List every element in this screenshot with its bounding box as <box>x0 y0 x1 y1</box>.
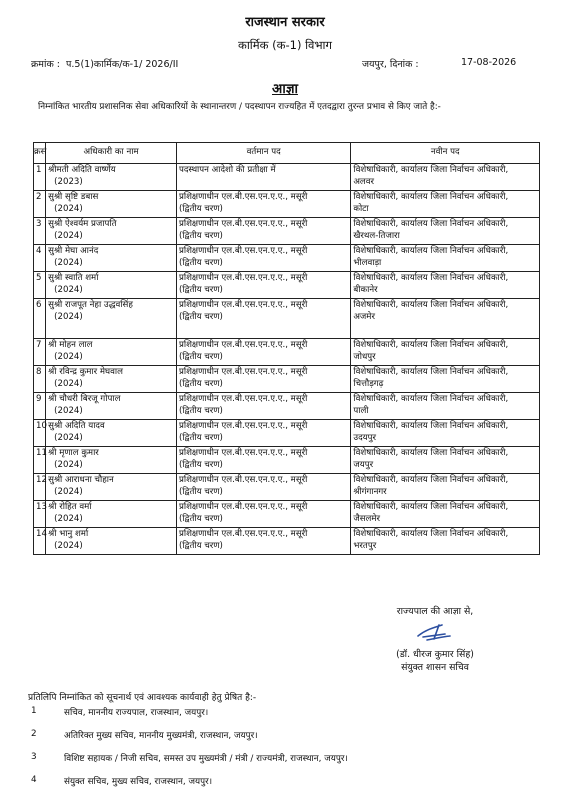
serial-number: 12 <box>36 475 47 485</box>
new-post: विशेषाधिकारी, कार्यालय जिला निर्वाचन अधिकारी, <box>353 165 509 175</box>
officer-batch-year: (2024) <box>54 513 83 524</box>
new-post-cell <box>351 245 540 272</box>
serial-number: 14 <box>36 529 47 539</box>
current-post-phase: (द्वितीय चरण) <box>178 432 223 443</box>
current-post: प्रशिक्षणाधीन एल.बी.एस.एन.ए.ए., मसूरी <box>178 394 308 404</box>
table-row <box>34 164 540 191</box>
serial-cell <box>34 339 46 366</box>
current-post-phase: (द्वितीय चरण) <box>178 405 223 416</box>
table-row <box>34 366 540 393</box>
serial-number: 11 <box>36 448 47 458</box>
serial-cell <box>34 191 46 218</box>
current-post: प्रशिक्षणाधीन एल.बी.एस.एन.ए.ए., मसूरी <box>178 448 308 458</box>
current-post-phase: (द्वितीय चरण) <box>178 284 223 295</box>
new-post-cell <box>351 272 540 299</box>
serial-cell <box>34 474 46 501</box>
new-post: विशेषाधिकारी, कार्यालय जिला निर्वाचन अधिकारी, <box>353 300 509 310</box>
new-post-district: भरतपुर <box>353 540 377 551</box>
officer-name: श्री मोहन लाल <box>48 340 93 350</box>
current-post: प्रशिक्षणाधीन एल.बी.एस.एन.ए.ए., मसूरी <box>178 219 308 229</box>
current-post: प्रशिक्षणाधीन एल.बी.एस.एन.ए.ए., मसूरी <box>178 340 308 350</box>
new-post-district: खैरथल-तिजारा <box>353 230 400 241</box>
new-post-district: अलवर <box>353 176 375 187</box>
current-post-cell <box>176 528 350 555</box>
new-post: विशेषाधिकारी, कार्यालय जिला निर्वाचन अधिकारी, <box>353 529 509 539</box>
table-row <box>34 339 540 366</box>
officer-name: श्री रोहित वर्मा <box>48 502 92 512</box>
new-post-cell <box>351 164 540 191</box>
serial-number: 8 <box>36 367 42 377</box>
current-post-cell <box>176 191 350 218</box>
current-post: प्रशिक्षणाधीन एल.बी.एस.एन.ए.ए., मसूरी <box>178 273 308 283</box>
officer-name: सुश्री स्वाति शर्मा <box>48 273 99 283</box>
serial-number: 13 <box>36 502 47 512</box>
new-post: विशेषाधिकारी, कार्यालय जिला निर्वाचन अधिकारी, <box>353 219 509 229</box>
order-by-line: राज्यपाल की आज्ञा से, <box>396 606 474 617</box>
serial-number: 7 <box>36 340 42 350</box>
copy-to-number: 2 <box>31 729 37 739</box>
order-intro: निम्नांकित भारतीय प्रशासनिक सेवा अधिकारियों के स्थानान्तरण / पदस्थापन राज्यहित में एतदद्वारा तुरन्त प्रभाव से किए जाते है:- <box>38 102 441 112</box>
current-post-phase: (द्वितीय चरण) <box>178 351 223 362</box>
current-post-cell <box>176 420 350 447</box>
officer-name: श्री भानु शर्मा <box>48 529 89 539</box>
new-post-cell <box>351 420 540 447</box>
table-row <box>34 191 540 218</box>
serial-cell <box>34 420 46 447</box>
officer-name: श्री मृणाल कुमार <box>48 448 99 458</box>
new-post-cell <box>351 447 540 474</box>
current-post: प्रशिक्षणाधीन एल.बी.एस.एन.ए.ए., मसूरी <box>178 529 308 539</box>
new-post-district: श्रीगंगानगर <box>353 486 387 497</box>
header-current-post: वर्तमान पद <box>176 143 350 164</box>
officer-batch-year: (2024) <box>54 540 83 551</box>
new-post: विशेषाधिकारी, कार्यालय जिला निर्वाचन अधिकारी, <box>353 340 509 350</box>
new-post-cell <box>351 393 540 420</box>
new-post-district: अजमेर <box>353 311 375 322</box>
header-new-post: नवीन पद <box>351 143 540 164</box>
reference-value: प.5(1)कार्मिक/क-1/ 2026/II <box>66 59 179 70</box>
new-post: विशेषाधिकारी, कार्यालय जिला निर्वाचन अधिकारी, <box>353 273 509 283</box>
current-post-phase: (द्वितीय चरण) <box>178 459 223 470</box>
new-post-district: कोटा <box>353 203 369 214</box>
officer-cell <box>46 393 177 420</box>
table-row <box>34 272 540 299</box>
officer-name: श्रीमती अदिति वार्ष्णेय <box>48 165 116 175</box>
officer-cell <box>46 245 177 272</box>
current-post-phase: (द्वितीय चरण) <box>178 311 223 322</box>
officer-batch-year: (2024) <box>54 351 83 362</box>
copy-to-number: 3 <box>31 752 37 762</box>
officer-batch-year: (2024) <box>54 284 83 295</box>
officer-batch-year: (2024) <box>54 230 83 241</box>
new-post: विशेषाधिकारी, कार्यालय जिला निर्वाचन अधिकारी, <box>353 448 509 458</box>
new-post-district: जैसलमेर <box>353 513 381 524</box>
officer-cell <box>46 272 177 299</box>
officer-name: सुश्री अदिति यादव <box>48 421 105 431</box>
officer-name: श्री चौधरी बिरजू गोपाल <box>48 394 121 404</box>
new-post: विशेषाधिकारी, कार्यालय जिला निर्वाचन अधिकारी, <box>353 367 509 377</box>
signatory-name: (डॉ. धीरज कुमार सिंह) <box>396 649 474 660</box>
reference-label: क्रमांक : <box>31 59 60 70</box>
officer-batch-year: (2024) <box>54 405 83 416</box>
table-row <box>34 447 540 474</box>
officer-cell <box>46 299 177 339</box>
copy-to-number: 1 <box>31 706 37 716</box>
officer-cell <box>46 447 177 474</box>
new-post-district: जोधपुर <box>353 351 376 362</box>
government-heading: राजस्थान सरकार <box>245 15 325 30</box>
current-post: प्रशिक्षणाधीन एल.बी.एस.एन.ए.ए., मसूरी <box>178 246 308 256</box>
serial-cell <box>34 218 46 245</box>
new-post-district: चित्तौड़गढ़ <box>353 378 384 389</box>
serial-number: 1 <box>36 165 42 175</box>
new-post-cell <box>351 218 540 245</box>
officer-cell <box>46 366 177 393</box>
new-post-cell <box>351 339 540 366</box>
new-post: विशेषाधिकारी, कार्यालय जिला निर्वाचन अधिकारी, <box>353 246 509 256</box>
table-row <box>34 474 540 501</box>
officer-batch-year: (2023) <box>54 176 83 187</box>
current-post: पदस्थापन आदेशो की प्रतीक्षा में <box>178 165 276 175</box>
signature-mark <box>415 621 455 643</box>
current-post-cell <box>176 393 350 420</box>
officer-cell <box>46 164 177 191</box>
new-post-cell <box>351 191 540 218</box>
new-post-district: उदयपुर <box>353 432 377 443</box>
officer-cell <box>46 218 177 245</box>
table-row <box>34 218 540 245</box>
officer-batch-year: (2024) <box>54 432 83 443</box>
current-post-cell <box>176 272 350 299</box>
current-post-phase: (द्वितीय चरण) <box>178 230 223 241</box>
current-post-cell <box>176 339 350 366</box>
serial-number: 2 <box>36 192 42 202</box>
new-post: विशेषाधिकारी, कार्यालय जिला निर्वाचन अधिकारी, <box>353 192 509 202</box>
serial-cell <box>34 501 46 528</box>
current-post: प्रशिक्षणाधीन एल.बी.एस.एन.ए.ए., मसूरी <box>178 421 308 431</box>
new-post: विशेषाधिकारी, कार्यालय जिला निर्वाचन अधिकारी, <box>353 421 509 431</box>
current-post-phase: (द्वितीय चरण) <box>178 513 223 524</box>
department-heading: कार्मिक (क-1) विभाग <box>238 38 332 52</box>
serial-cell <box>34 164 46 191</box>
officer-name: श्री रविन्द्र कुमार मेघवाल <box>48 367 123 377</box>
serial-number: 9 <box>36 394 42 404</box>
table-header-row <box>34 143 540 164</box>
officer-batch-year: (2024) <box>54 378 83 389</box>
officer-name: सुश्री ऐश्वर्यम प्रजापति <box>48 219 117 229</box>
current-post-phase: (द्वितीय चरण) <box>178 540 223 551</box>
table-row <box>34 420 540 447</box>
serial-number: 4 <box>36 246 42 256</box>
serial-number: 5 <box>36 273 42 283</box>
current-post: प्रशिक्षणाधीन एल.बी.एस.एन.ए.ए., मसूरी <box>178 300 308 310</box>
new-post-district: जयपुर <box>353 459 374 470</box>
table-row <box>34 528 540 555</box>
serial-number: 3 <box>36 219 42 229</box>
table-row <box>34 245 540 272</box>
copy-to-intro: प्रतिलिपि निम्नांकित को सूचनार्थ एवं आवश्यक कार्यवाही हेतु प्रेषित है:- <box>28 693 257 703</box>
serial-cell <box>34 366 46 393</box>
officer-name: सुश्री आराधना चौहान <box>48 475 114 485</box>
current-post-cell <box>176 501 350 528</box>
officer-cell <box>46 420 177 447</box>
current-post: प्रशिक्षणाधीन एल.बी.एस.एन.ए.ए., मसूरी <box>178 192 308 202</box>
serial-cell <box>34 272 46 299</box>
order-date: 17-08-2026 <box>461 57 517 68</box>
current-post-cell <box>176 447 350 474</box>
officer-batch-year: (2024) <box>54 486 83 497</box>
officer-batch-year: (2024) <box>54 257 83 268</box>
current-post-cell <box>176 164 350 191</box>
officer-name: सुश्री मेघा आनंद <box>48 246 99 256</box>
serial-cell <box>34 393 46 420</box>
copy-to-text: सचिव, माननीय राज्यपाल, राजस्थान, जयपुर। <box>64 708 209 718</box>
signature-block <box>360 604 510 673</box>
table-row <box>34 393 540 420</box>
new-post: विशेषाधिकारी, कार्यालय जिला निर्वाचन अधिकारी, <box>353 502 509 512</box>
header-officer-name: अधिकारी का नाम <box>46 143 177 164</box>
officer-batch-year: (2024) <box>54 203 83 214</box>
serial-number: 10 <box>36 421 47 431</box>
serial-cell <box>34 299 46 339</box>
current-post-cell <box>176 245 350 272</box>
officer-name: सुश्री राजपूत नेहा उद्धवसिंह <box>48 300 133 310</box>
signatory-designation: संयुक्त शासन सचिव <box>401 662 469 673</box>
transfer-table <box>33 142 540 555</box>
copy-to-text: संयुक्त सचिव, मुख्य सचिव, राजस्थान, जयपुर। <box>64 777 213 787</box>
current-post-phase: (द्वितीय चरण) <box>178 203 223 214</box>
current-post: प्रशिक्षणाधीन एल.बी.एस.एन.ए.ए., मसूरी <box>178 475 308 485</box>
new-post-district: पाली <box>353 405 369 416</box>
table-row <box>34 501 540 528</box>
current-post-phase: (द्वितीय चरण) <box>178 257 223 268</box>
officer-cell <box>46 528 177 555</box>
place-date-label: जयपुर, दिनांक : <box>362 59 419 70</box>
officer-cell <box>46 474 177 501</box>
current-post-cell <box>176 299 350 339</box>
serial-cell <box>34 528 46 555</box>
new-post-cell <box>351 474 540 501</box>
officer-name: सुश्री सृष्टि डबास <box>48 192 99 202</box>
new-post: विशेषाधिकारी, कार्यालय जिला निर्वाचन अधिकारी, <box>353 394 509 404</box>
current-post-phase: (द्वितीय चरण) <box>178 486 223 497</box>
serial-cell <box>34 245 46 272</box>
officer-batch-year: (2024) <box>54 459 83 470</box>
new-post-district: भीलवाड़ा <box>353 257 382 268</box>
current-post-cell <box>176 218 350 245</box>
current-post: प्रशिक्षणाधीन एल.बी.एस.एन.ए.ए., मसूरी <box>178 502 308 512</box>
table-row <box>34 299 540 339</box>
new-post-district: बीकानेर <box>353 284 378 295</box>
officer-batch-year: (2024) <box>54 311 83 322</box>
current-post: प्रशिक्षणाधीन एल.बी.एस.एन.ए.ए., मसूरी <box>178 367 308 377</box>
new-post-cell <box>351 299 540 339</box>
copy-to-text: अतिरिक्त मुख्य सचिव, माननीय मुख्यमंत्री, राजस्थान, जयपुर। <box>64 731 258 741</box>
copy-to-text: विशिष्ट सहायक / निजी सचिव, समस्त उप मुख्यमंत्री / मंत्री / राज्यमंत्री, राजस्थान, जयपुर। <box>64 754 348 764</box>
serial-number: 6 <box>36 300 42 310</box>
header-serial: क्रसं <box>34 143 46 164</box>
officer-cell <box>46 501 177 528</box>
officer-cell <box>46 339 177 366</box>
new-post-cell <box>351 501 540 528</box>
new-post: विशेषाधिकारी, कार्यालय जिला निर्वाचन अधिकारी, <box>353 475 509 485</box>
current-post-cell <box>176 474 350 501</box>
current-post-cell <box>176 366 350 393</box>
new-post-cell <box>351 528 540 555</box>
copy-to-number: 4 <box>31 775 37 785</box>
serial-cell <box>34 447 46 474</box>
reference-number <box>31 57 178 70</box>
officer-cell <box>46 191 177 218</box>
new-post-cell <box>351 366 540 393</box>
order-title: आज्ञा <box>272 81 298 97</box>
current-post-phase: (द्वितीय चरण) <box>178 378 223 389</box>
